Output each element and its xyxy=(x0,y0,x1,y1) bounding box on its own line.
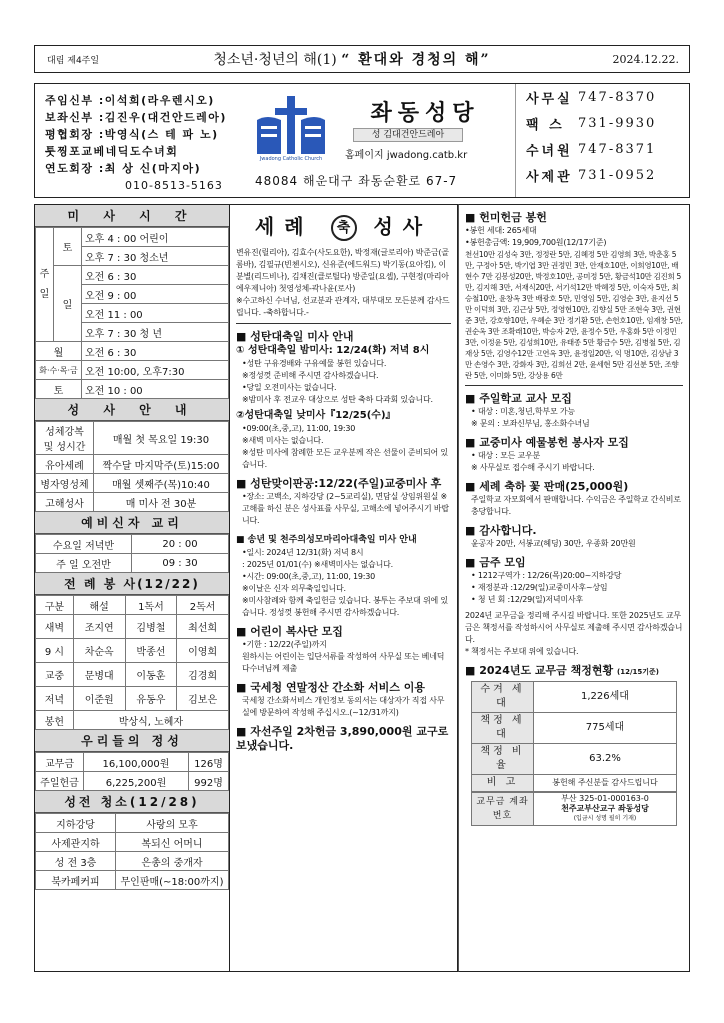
budget-label: 책정 비율 xyxy=(472,744,534,775)
list-item: •장소: 고백소, 지하강당 (2~5교리실), 면담실 상임위원실 ※고해를 하신 분은 성사표를 사무실, 고해소에 넣어주시기 바랍니다. xyxy=(242,492,449,525)
budget-table xyxy=(471,681,677,792)
account-label: 교무금 계좌번호 xyxy=(472,793,534,826)
mass-time: 오전 6 : 30 xyxy=(82,342,229,361)
donations-title: 우리들의 정성 xyxy=(35,730,229,752)
contact-row xyxy=(516,162,691,188)
list-item: 원하시는 어린이는 입단서류를 작성하여 사무실 또는 베네딕다수녀님께 제출 xyxy=(242,652,445,673)
list-item: •봉헌총금액: 19,909,700원(12/17기준) xyxy=(465,238,607,247)
staff-role: 평협회장 : xyxy=(45,128,105,141)
server-title: ■ 교중미사 예물봉헌 봉사자 모집 xyxy=(465,436,683,450)
sacrament-name: 유아세례 xyxy=(36,455,94,474)
newyear-title: ■ 송년 및 천주의성모마리아대축일 미사 안내 xyxy=(236,533,451,547)
staff-role: 보좌신부 : xyxy=(45,111,105,124)
christmas-title: ■ 성탄대축일 미사 안내 xyxy=(236,330,451,344)
staff-name: 이석희(라우렌시오) xyxy=(104,94,215,107)
baptism-thanks: ※수고하신 수녀님, 선교분과 관계자, 대부대모 모든분께 감사드립니다. -축하합니다.- xyxy=(236,296,450,317)
catechumen-title: 예비신자 교리 xyxy=(35,512,229,534)
mass-time: 오전 9 : 00 xyxy=(82,285,229,304)
flower-items xyxy=(465,494,683,518)
altar-server-title: ■ 어린이 복사단 모집 xyxy=(236,625,451,639)
right-column xyxy=(458,204,690,972)
budget-value: 1,226세대 xyxy=(534,682,677,713)
contact-list xyxy=(515,84,691,197)
account-table xyxy=(471,792,677,826)
table-row xyxy=(472,775,677,792)
table-row xyxy=(36,493,229,512)
class-name: 주 일 오전반 xyxy=(36,554,132,573)
catechumen-table xyxy=(35,534,229,573)
staff-row xyxy=(45,126,245,143)
table-row xyxy=(36,455,229,474)
weekday-label: 토 xyxy=(36,380,82,399)
mass-time: 오후 4 : 00 어린이 xyxy=(82,228,229,247)
budget-label: 수겨 세대 xyxy=(472,682,534,713)
weekday-label: 화·수·목·금 xyxy=(36,361,82,380)
staff-list xyxy=(45,92,245,194)
account-info xyxy=(534,793,677,826)
offering-names: 박상식, 노혜자 xyxy=(73,711,228,730)
offering-label: 봉헌 xyxy=(36,711,74,730)
ministry-cell: 차순옥 xyxy=(73,639,125,663)
table-row xyxy=(36,615,229,639)
patron-saint: 성 김대건안드레아 xyxy=(353,128,463,142)
middle-column xyxy=(230,204,458,972)
ministry-cell: 이동훈 xyxy=(125,663,177,687)
address: 48084 해운대구 좌동순환로 67-7 xyxy=(255,174,458,188)
list-item: • 청 년 회 :12/29(일)저녁미사후 xyxy=(471,595,584,604)
tithe-note: * 책정서는 주보대 위에 있습니다. xyxy=(465,647,579,656)
ministry-cell: 9 시 xyxy=(36,639,74,663)
thanks-title: ■ 감사합니다. xyxy=(465,524,683,538)
list-item: : 2025년 01/01(수) ※새벽미사는 없습니다. xyxy=(242,560,393,569)
mass-time: 오후 7 : 30 청 년 xyxy=(82,323,229,342)
church-logo-icon xyxy=(247,94,335,158)
flower-title: ■ 세례 축하 꽃 판매(25,000원) xyxy=(465,480,683,494)
table-row xyxy=(36,663,229,687)
eve-mass-items xyxy=(236,358,451,406)
list-item: ※정성껏 준비해 주시면 감사하겠습니다. xyxy=(242,371,379,380)
mass-times-title: 미 사 시 간 xyxy=(35,205,229,227)
table-row xyxy=(36,852,229,871)
donation-count: 992명 xyxy=(189,772,229,791)
ministry-cell: 조지연 xyxy=(73,615,125,639)
ministry-title: 전 례 봉 사(12/22) xyxy=(35,573,229,595)
class-time: 09 : 30 xyxy=(132,554,229,573)
mass-time: 오전 10:00, 오후7:30 xyxy=(82,361,229,380)
baptism-names: 변유진(릴리아), 김효수(사도요한), 박정재(글로리아) 박준금(골롬바), 김필규(빈첸시오), 신유준(에드워드) 박기동(요아킴), 이분별(리드비나), 김채진(클로틸다) 방준일(요셉), 구현정(마리아에우제니아) 첫영성체-곽나윤(로사) xyxy=(236,248,449,293)
list-item: •봉헌 세대: 265세대 xyxy=(465,226,537,235)
table-row xyxy=(36,422,229,455)
account-number: 부산 325-01-000163-0 xyxy=(561,794,649,803)
cleaning-area: 지하강당 xyxy=(36,814,116,833)
newyear-items xyxy=(236,547,451,619)
table-row xyxy=(36,535,229,554)
sacraments-table xyxy=(35,421,229,512)
staff-name: 박영식(스 테 파 노) xyxy=(104,128,219,141)
cleaning-group: 사랑의 모후 xyxy=(116,814,229,833)
cleaning-group: 은총의 중개자 xyxy=(116,852,229,871)
cleaning-area: 사제관지하 xyxy=(36,833,116,852)
column-header: 구분 xyxy=(36,596,74,615)
table-row xyxy=(36,814,229,833)
staff-row xyxy=(45,92,245,109)
account-name: 천주교부산교구 좌동성당 xyxy=(561,804,649,813)
ministry-cell: 김병철 xyxy=(125,615,177,639)
bulletin-date: 2024.12.22. xyxy=(612,52,679,66)
week-meetings-title: ■ 금주 모임 xyxy=(465,556,683,570)
server-items xyxy=(465,450,683,474)
list-item: 윤공자 20만, 서봉교(헤딩) 30만, 우종화 20만원 xyxy=(471,539,636,548)
slogan: “ 환대와 경청의 해” xyxy=(341,52,491,68)
baptism-title-a: 세례 xyxy=(254,214,314,239)
church-name: 좌동성당 xyxy=(370,100,480,126)
teacher-title: ■ 주일학교 교사 모집 xyxy=(465,392,683,406)
list-item: ※밤미사 후 전교우 대상으로 성탄 축하 다과회 있습니다. xyxy=(242,395,433,404)
ministry-cell: 이준원 xyxy=(73,687,125,711)
budget-value: 봉헌해 주신분들 감사드립니다 xyxy=(534,775,677,792)
day-mass-items xyxy=(236,423,451,471)
table-row xyxy=(472,713,677,744)
week-meetings-items xyxy=(465,570,683,606)
ministry-cell: 박종선 xyxy=(125,639,177,663)
sacrament-name: 병자영성체 xyxy=(36,474,94,493)
saturday-label: 토 xyxy=(54,228,82,266)
tax-items xyxy=(236,695,451,719)
column-header: 해설 xyxy=(73,596,125,615)
list-item: •09:00(초,중,고), 11:00, 19:30 xyxy=(242,424,356,433)
table-row xyxy=(36,711,229,730)
homepage-link[interactable]: 홈페이지 jwadong.catb.kr xyxy=(345,150,468,161)
contact-label: 팩 스 xyxy=(526,117,565,133)
list-item: ※ 사무실로 접수해 주시기 바랍니다. xyxy=(471,463,595,472)
table-row xyxy=(36,554,229,573)
eve-mass-title: ① 성탄대축일 밤미사: 12/24(화) 저녁 8시 xyxy=(236,345,430,356)
ministry-cell: 유동우 xyxy=(125,687,177,711)
offering-title: ■ 헌미헌금 봉헌 xyxy=(465,211,683,225)
mass-time: 오전 11 : 00 xyxy=(82,304,229,323)
logo-caption: Jwadong Catholic Church xyxy=(259,156,323,162)
budget-date: (12/15기준) xyxy=(617,668,659,676)
sunday-label: 주일 xyxy=(36,228,54,342)
staff-role: 연도회장 : xyxy=(45,162,105,175)
list-item: ※성탄 미사에 참례한 모든 교우분께 작은 선물이 준비되어 있습니다. xyxy=(242,448,448,469)
budget-value: 775세대 xyxy=(534,713,677,744)
charity-offering: ■ 자선주일 2차헌금 3,890,000원 교구로 보냈습니다. xyxy=(236,725,451,753)
list-item: • 대상 : 모든 교우분 xyxy=(471,451,541,460)
staff-row xyxy=(45,109,245,126)
judgment-title: ■ 성탄맞이판공:12/22(주일)교중미사 후 xyxy=(236,477,451,491)
ministry-cell: 새벽 xyxy=(36,615,74,639)
cleaning-table xyxy=(35,813,229,890)
ministry-cell: 최선희 xyxy=(177,615,229,639)
baptism-title-b: 성사 xyxy=(373,214,433,239)
list-item: •시간: 09:00(초,중,고), 11:00, 19:30 xyxy=(242,572,376,581)
donation-amount: 16,100,000원 xyxy=(84,753,189,772)
contact-row xyxy=(516,136,691,162)
sacrament-time: 매월 셋째주(목)10:40 xyxy=(94,474,229,493)
donation-type: 주일헌금 xyxy=(36,772,84,791)
list-item: ※미사참례와 함께 축일헌금 있습니다. 봉투는 주보대 위에 있습니다. 정성껏 봉헌해 주시면 감사하겠습니다. xyxy=(242,596,448,617)
sacrament-name: 성체강복 및 성시간 xyxy=(36,422,94,455)
list-item: ※이날은 신자 의무축일입니다. xyxy=(242,584,346,593)
list-item: 국세청 간소화서비스 개인정보 동의서는 대상자가 직접 사무실에 방문하여 작성해 주십시오.(~12/31까지) xyxy=(242,696,445,717)
contact-number: 731-9930 xyxy=(578,115,657,131)
list-item: ※ 문의 : 보좌신부님, 홍소화수녀님 xyxy=(471,419,590,428)
staff-name: 김진우(대건안드레아) xyxy=(104,111,227,124)
class-time: 20 : 00 xyxy=(132,535,229,554)
cleaning-title: 성전 청소(12/28) xyxy=(35,791,229,813)
account-note: (입금시 성명 필히 기재) xyxy=(573,815,637,822)
table-row xyxy=(472,682,677,713)
table-row xyxy=(36,687,229,711)
staff-role: 툿찡포교베네딕도수녀회 xyxy=(45,145,179,158)
tax-title: ■ 국세청 연말정산 간소화 서비스 이용 xyxy=(236,681,451,695)
table-row xyxy=(472,744,677,775)
mass-times-table xyxy=(35,227,229,399)
donation-type: 교무금 xyxy=(36,753,84,772)
table-row xyxy=(36,639,229,663)
cleaning-group: 무인판매(~18:00까지) xyxy=(116,871,229,890)
tithe-notice: 2024년 교무금을 정리해 주시길 바랍니다. 또한 2025년도 교무금은 책정서를 작성하시어 사무실로 제출해 주시면 감사하겠습니다. xyxy=(465,611,683,644)
list-item: ※새벽 미사는 없습니다. xyxy=(242,436,324,445)
cleaning-group: 복되신 어머니 xyxy=(116,833,229,852)
column-header: 2독서 xyxy=(177,596,229,615)
class-name: 수요일 저녁반 xyxy=(36,535,132,554)
sacrament-time: 짝수달 마지막주(토)15:00 xyxy=(94,455,229,474)
day-mass-title: ②성탄대축일 낮미사『12/25(수)』 xyxy=(236,410,396,421)
donation-amount: 6,225,200원 xyxy=(84,772,189,791)
ministry-cell: 이영희 xyxy=(177,639,229,663)
offering-items xyxy=(465,225,683,249)
list-item: •일시: 2024년 12/31(화) 저녁 8시 xyxy=(242,548,364,557)
donations-table xyxy=(35,752,229,791)
list-item: • 대상 : 미혼,청년,학부모 가능 xyxy=(471,407,575,416)
contact-label: 사제관 xyxy=(526,169,573,185)
offering-donors: 천선10만 김성숙 3만, 정정란 5만, 김혜정 5만 김영희 3만, 박춘홍 5만, 구정아 5만, 박기엽 3만 권정민 3만, 안재호10만, 이희영10만, 배현수 7만 김봉성20만, 박정호10만, 공미정 5만, 황금석10만 김진희 5만, 김지해 3만, 서재식20만, 서기석12만 박혜정 5만, 이숙자 5만, 최승철10만, 윤창옥 3만 배광호 5만, 민영임 5만, 김영순 3만, 윤지선 5만 이덕희 3만, 김근상 5만, 정영현10만, 김향실 5만 조현숙 3만, 권현준 3만, 강호향10만, 우혜순 3만 정기환 5만, 손헌호10만, 임재창 5만, 권순옥 3만 조확래10만, 박승자 2만, 윤정수 5만, 우홍화 5만 이정민 3만, 이정윤 5만, 김성희10만, 유태종 5만 황금수 5만, 김병철 5만, 김재상 5만, 김영수12만 고연옥 3만, 윤정일20만, 익 명10만, 김상남 3만 손영수 3만, 강화자 3만, 김희선 2만, 윤세현 5만 김선분 5만, 조향란 5만, 이미화 5만, 강상용 6만 xyxy=(465,250,683,380)
year-theme-text: 청소년·청년의 해(1) xyxy=(213,52,337,68)
table-row xyxy=(36,596,229,615)
list-item: •성탄 구유경배와 구유예물 봉헌 있습니다. xyxy=(242,359,387,368)
staff-role: 주임신부 : xyxy=(45,94,105,107)
budget-value: 63.2% xyxy=(534,744,677,775)
ministry-table xyxy=(35,595,229,730)
liturgical-week: 대림 제4주일 xyxy=(47,55,100,66)
contact-label: 사무실 xyxy=(526,91,573,107)
ministry-cell: 교중 xyxy=(36,663,74,687)
year-theme xyxy=(135,49,569,69)
phone-number: 010-8513-5163 xyxy=(125,179,223,192)
contact-row xyxy=(516,84,691,110)
ministry-cell: 김보은 xyxy=(177,687,229,711)
budget-title-text: 2024년도 교무금 책정현황 xyxy=(479,664,614,677)
celebration-mark: 축 xyxy=(331,215,357,241)
mass-time: 오전 10 : 00 xyxy=(82,380,229,399)
baptism-title xyxy=(236,215,451,241)
ministry-cell: 김경희 xyxy=(177,663,229,687)
contact-number: 731-0952 xyxy=(578,167,657,183)
cleaning-area: 북카페커피 xyxy=(36,871,116,890)
table-row xyxy=(36,871,229,890)
teacher-items xyxy=(465,406,683,430)
ministry-cell: 문병대 xyxy=(73,663,125,687)
table-row xyxy=(36,474,229,493)
contact-row xyxy=(516,110,691,136)
ministry-cell: 저녁 xyxy=(36,687,74,711)
staff-row xyxy=(45,143,245,160)
contact-number: 747-8370 xyxy=(578,89,657,105)
weekday-label: 월 xyxy=(36,342,82,361)
sacraments-title: 성 사 안 내 xyxy=(35,399,229,421)
list-item: •당일 오전미사는 없습니다. xyxy=(242,383,337,392)
budget-label: 책정 세대 xyxy=(472,713,534,744)
contact-number: 747-8371 xyxy=(578,141,657,157)
sunday-day-label: 일 xyxy=(54,266,82,342)
table-row xyxy=(36,753,229,772)
thanks-items xyxy=(465,538,683,550)
budget-title xyxy=(465,664,683,679)
donation-count: 126명 xyxy=(189,753,229,772)
judgment-items xyxy=(236,491,451,527)
sacrament-name: 고해성사 xyxy=(36,493,94,512)
table-row xyxy=(36,772,229,791)
sacrament-time: 매월 첫 목요일 19:30 xyxy=(94,422,229,455)
altar-server-items xyxy=(236,639,451,675)
contact-label: 수녀원 xyxy=(526,143,573,159)
top-banner xyxy=(34,45,690,73)
staff-name: 최 상 신(마지아) xyxy=(104,162,202,175)
left-column xyxy=(34,204,230,972)
list-item: • 재정분과 :12/29(일)교중미사후~상임 xyxy=(471,583,608,592)
list-item: 주일학교 자모회에서 판매합니다. 수익금은 주일학교 간식비로 충당합니다. xyxy=(471,495,681,516)
mass-time: 오전 6 : 30 xyxy=(82,266,229,285)
mass-time: 오후 7 : 30 청소년 xyxy=(82,247,229,266)
table-row xyxy=(36,833,229,852)
staff-row xyxy=(45,160,245,177)
list-item: •기한 : 12/22(주일)까지 xyxy=(242,640,327,649)
header xyxy=(34,83,690,198)
list-item: • 1212구역가 : 12/26(목)20:00~지하강당 xyxy=(471,571,622,580)
sacrament-time: 매 미사 전 30분 xyxy=(94,493,229,512)
budget-label: 비 고 xyxy=(472,775,534,792)
cleaning-area: 성 전 3층 xyxy=(36,852,116,871)
column-header: 1독서 xyxy=(125,596,177,615)
